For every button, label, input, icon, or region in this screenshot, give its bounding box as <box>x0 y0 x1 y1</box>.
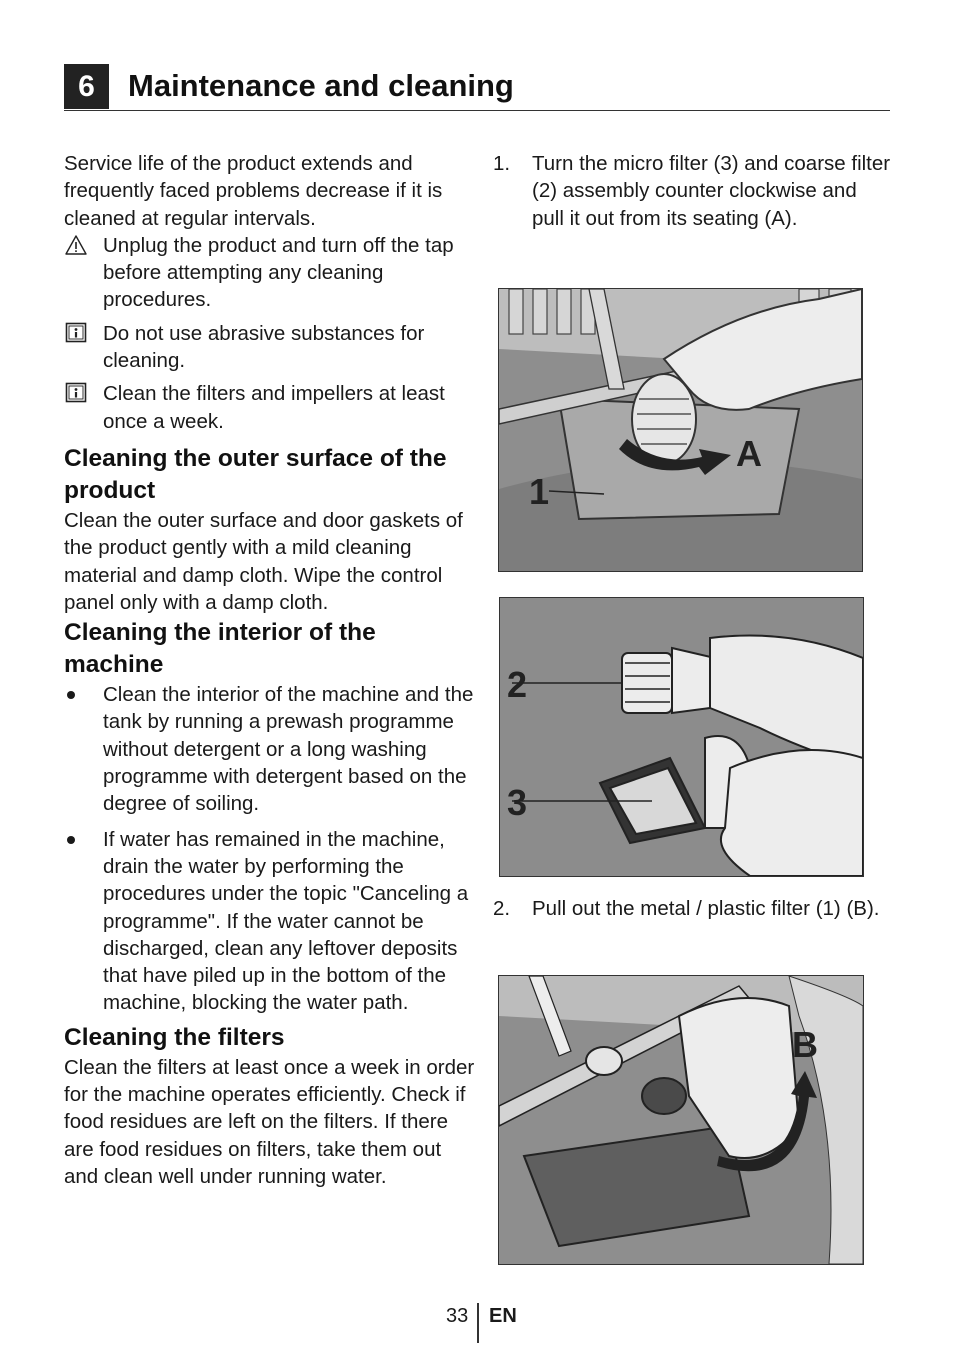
figure-callout-1: 1 <box>529 471 550 512</box>
warning-icon <box>65 234 87 256</box>
intro-paragraph: Service life of the product extends and frequently faced problems decrease if it is cleaned at regular intervals. <box>64 152 443 230</box>
chapter-title: Maintenance and cleaning <box>128 68 514 103</box>
interior-bullet-list <box>64 681 476 1017</box>
list-item <box>64 681 476 817</box>
left-column <box>64 150 476 1190</box>
chapter-header <box>64 64 890 111</box>
info-icon <box>65 382 87 404</box>
step-number: 1. <box>493 152 511 175</box>
note-text: Unplug the product and turn off the tap before attempting any cleaning procedures. <box>103 233 454 312</box>
chapter-number-badge: 6 <box>64 64 109 109</box>
list-item <box>64 826 476 1017</box>
bullet-icon <box>67 691 75 699</box>
page-number: 33 <box>446 1305 469 1327</box>
step-1 <box>493 150 893 232</box>
page-footer <box>0 1303 954 1343</box>
bullet-icon <box>67 836 75 844</box>
figure-filter-parts <box>499 597 864 877</box>
section-heading-interior: Cleaning the interior of the machine <box>64 619 376 679</box>
note-text: Do not use abrasive substances for cleaning. <box>103 321 425 373</box>
footer-divider <box>477 1303 479 1343</box>
figure-3-illustration <box>499 976 863 1264</box>
list-item-text: Clean the interior of the machine and the tank by running a prewash programme without detergent or a long washing programme with detergent based on the degree of soiling. <box>103 683 474 816</box>
filters-paragraph: Clean the filters at least once a week in order for the machine operates efficiently. Check if food residues are left on the filters. If there are food residues on filters, take them out and clean well under running water. <box>64 1055 475 1188</box>
figure-callout-a: A <box>736 433 762 474</box>
step-number: 2. <box>493 897 511 920</box>
step-2 <box>493 895 932 922</box>
step-text: Pull out the metal / plastic filter (1) (B). <box>532 897 880 920</box>
info-icon <box>65 322 87 344</box>
info-note <box>64 380 476 435</box>
outer-paragraph: Clean the outer surface and door gaskets of the product gently with a mild cleaning material and damp cloth. Wipe the control panel only with a damp cloth. <box>64 508 463 614</box>
list-item-text: If water has remained in the machine, drain the water by performing the procedures under the topic "Canceling a programme". If the water cannot be discharged, clean any leftover deposits that have piled up in the bottom of the machine, blocking the water path. <box>103 827 469 1015</box>
note-text: Clean the filters and impellers at least once a week. <box>103 382 445 433</box>
figure-callout-b: B <box>792 1024 818 1065</box>
language-code: EN <box>489 1305 517 1327</box>
figure-callout-3: 3 <box>507 782 528 823</box>
figure-filter-removal <box>498 288 863 572</box>
figure-1-illustration <box>499 289 862 571</box>
figure-metal-filter <box>498 975 864 1265</box>
info-note <box>64 320 476 375</box>
section-heading-filters: Cleaning the filters <box>64 1023 285 1051</box>
figure-callout-2: 2 <box>507 664 528 705</box>
step-text: Turn the micro filter (3) and coarse filter (2) assembly counter clockwise and pull it out from its seating (A). <box>532 152 891 230</box>
right-column <box>493 150 893 232</box>
warning-note <box>64 232 476 314</box>
section-heading-outer: Cleaning the outer surface of the product <box>64 444 447 504</box>
figure-2-illustration <box>500 598 863 876</box>
